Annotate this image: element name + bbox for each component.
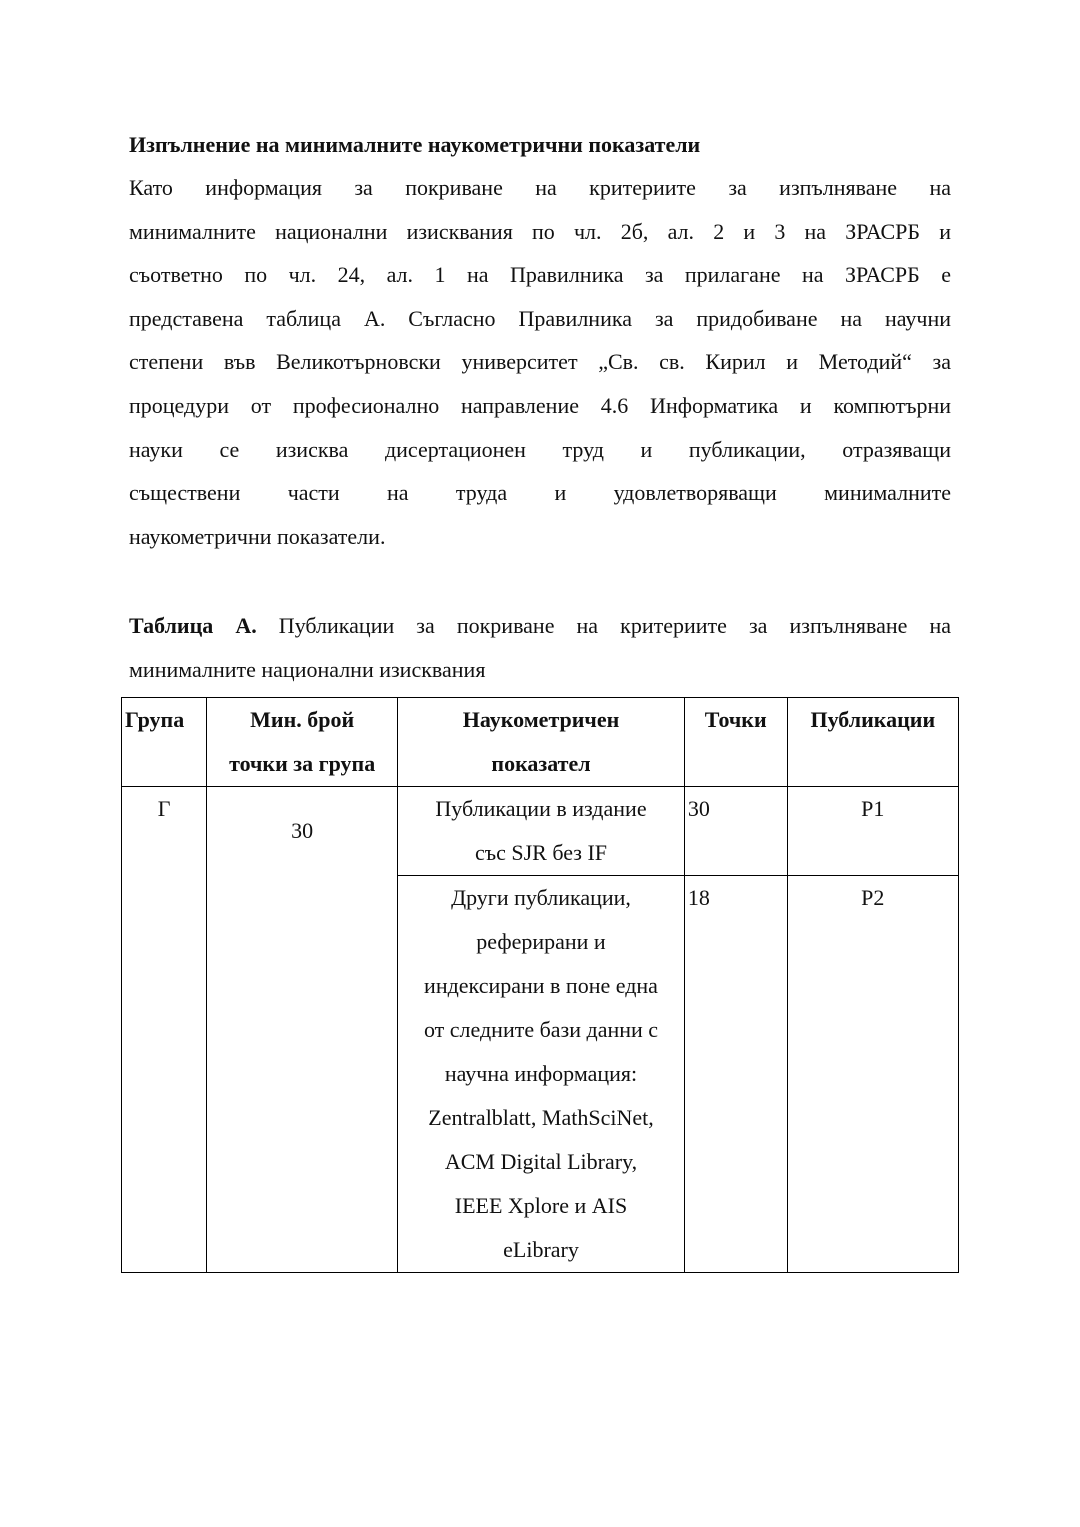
header-indicator-line: показател xyxy=(491,751,591,776)
caption-line: минималните национални изисквания xyxy=(129,656,486,682)
cell-publications: P1 xyxy=(787,787,958,876)
cell-points: 30 xyxy=(684,787,787,876)
paragraph-line: процедури от професионално направление 4.6 Информатика и компютърни xyxy=(129,392,951,418)
cell-indicator xyxy=(398,876,685,1273)
indicator-line: реферирани и xyxy=(476,929,606,954)
indicator-line: от следните бази данни с xyxy=(423,1017,659,1042)
header-points: Точки xyxy=(684,698,787,787)
paragraph-line: минималните национални изисквания по чл. 2б, ал. 2 и 3 на ЗРАСРБ и xyxy=(129,218,951,244)
indicator-line: индексирани в поне една xyxy=(424,973,658,998)
cell-min-points-value: 30 xyxy=(291,818,314,843)
table-row xyxy=(122,787,959,876)
header-min-points xyxy=(207,698,398,787)
paragraph-line: представена таблица А. Съгласно Правилника за придобиване на научни xyxy=(129,305,951,331)
body-paragraph xyxy=(129,166,951,558)
paragraph-line: съответно по чл. 24, ал. 1 на Правилника за прилагане на ЗРАСРБ е xyxy=(129,262,951,288)
cell-points: 18 xyxy=(684,876,787,1273)
header-min-points-line: Мин. брой xyxy=(250,707,355,732)
indicator-line: Публикации в издание xyxy=(435,796,647,821)
paragraph-line: съществени части на труда и удовлетворяващи минималните xyxy=(129,480,951,506)
header-indicator-line: Наукометричен xyxy=(462,707,620,732)
cell-min-points xyxy=(207,787,398,1273)
header-publications: Публикации xyxy=(787,698,958,787)
cell-group: Г xyxy=(122,787,207,1273)
section-heading: Изпълнение на минималните наукометрични показатели xyxy=(129,132,701,157)
paragraph-line: науки се изисква дисертационен труд и публикации, отразяващи xyxy=(129,436,951,462)
paragraph-line: степени във Великотърновски университет „Св. св. Кирил и Методий“ за xyxy=(129,349,951,375)
indicator-line: ACM Digital Library, xyxy=(444,1149,638,1174)
header-group: Група xyxy=(122,698,207,787)
indicator-line: eLibrary xyxy=(503,1237,579,1262)
caption-label: Таблица А. xyxy=(129,613,257,638)
paragraph-line: наукометрични показатели. xyxy=(129,523,386,549)
caption-line xyxy=(129,604,951,648)
table-caption xyxy=(129,604,951,691)
cell-indicator xyxy=(398,787,685,876)
indicator-line: Zentralblatt, MathSciNet, xyxy=(428,1105,654,1130)
indicator-line: със SJR без IF xyxy=(474,840,608,865)
header-min-points-line: точки за група xyxy=(229,751,376,776)
header-indicator xyxy=(398,698,685,787)
table-header-row xyxy=(122,698,959,787)
cell-publications: P2 xyxy=(787,876,958,1273)
indicator-line: научна информация: xyxy=(444,1061,638,1086)
indicator-line: Други публикации, xyxy=(451,885,631,910)
paragraph-line: Като информация за покриване на критериите за изпълняване на xyxy=(129,175,951,200)
caption-text: Публикации за покриване на критериите за изпълняване на xyxy=(256,613,951,638)
publications-table xyxy=(121,697,959,1273)
indicator-line: IEEE Xplore и AIS xyxy=(454,1193,628,1218)
